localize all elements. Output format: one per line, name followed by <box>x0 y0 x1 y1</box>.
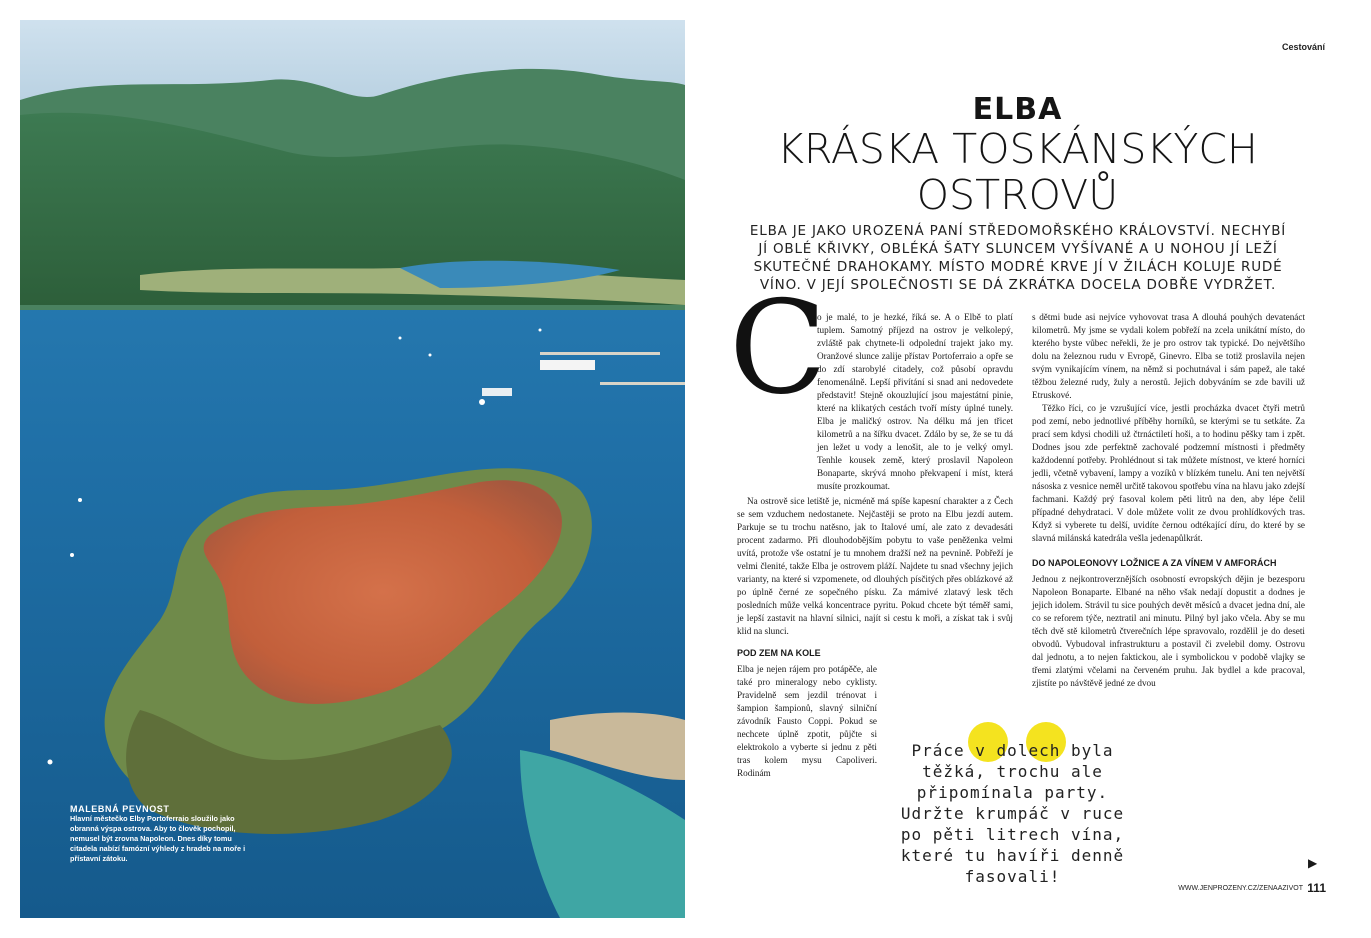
photo-caption <box>70 804 250 864</box>
footer-url: WWW.JENPROZENY.CZ/ZENAAZIVOT <box>1178 885 1303 892</box>
body-paragraph: s dětmi bude asi nejvíce vyhovovat trasa A dlouhá pouhých devatenáct kilometrů. My jsme se vydali kolem pobřeží na zcela unikátní místo, do kterého byste vůbec neřekli, že je pro ostrov tak typické. Do největšího dolu na železnou rudu v Evropě, Ginevro. Elba se totiž proslavila nejen svým vynikajícím vínem, na němž si pochutnával i sám papež, ale také těžbou železné rudy, žuly a nerostů. Jejich dobyváním se zde bavili už Etruskové. <box>1032 312 1305 400</box>
headline-line-2: OSTROVŮ <box>916 171 1119 219</box>
article-lead: ELBA JE JAKO UROZENÁ PANÍ STŘEDOMOŘSKÉHO KRÁLOVSTVÍ. NECHYBÍ JÍ OBLÉ KŘIVKY, OBLÉKÁ ŠATY SLUNCEM VYŠÍVANÉ A U NOHOU JÍ LEŽÍ SKUTEČNÉ DRAHOKAMY. MÍSTO MODRÉ KRVE JÍ V ŽILÁCH KOLUJE RUDÉ VÍNO. V JEJÍ SPOLEČNOSTI SE DÁ ZKRÁTKA DOCELA DOBŘE VYDRŽET. <box>749 223 1287 293</box>
drop-cap: C <box>729 274 827 423</box>
body-paragraph: Na ostrově sice letiště je, nicméně má spíše kapesní charakter a z Čech se sem vzduchem nedostanete. Nejčastěji se proto na Elbu jezdí autem. Parkuje se tu trochu natěsno, jak to Italové umí, ale zato z devadesáti procent zadarmo. Při dlouhodobějším pobytu to vaše peněženka velmi uvítá, protože vše ostatní je tu mnohem dražší než na pevnině. Pobřeží je velmi členité, takže Elba je ostrovem pláží. Najdete tu snad všechny jejich varianty, na které si vzpomenete, od dlouhých písčitých přes oblázkové až po úplně černé ze sopečného písku. Za mámivé zlatavý lesk těch posledních může velká koncentrace pyritu. Pokud chcete být téměř sami, je lepší zastavit na hlavní silnici, najít si cestu k moři, a získat tak i svůj klid na slunci. <box>737 496 1013 636</box>
caption-text: Hlavní městečko Elby Portoferraio sloužilo jako obranná výspa ostrova. Aby to člověk pochopil, nemusel být zrovna Napoleon. Dnes díky tomu citadela nabízí famózní výhledy z hradeb na moře i přístavní zátoku. <box>70 814 246 863</box>
article-headline <box>735 126 1300 218</box>
pull-quote: Práce v dolech byla těžká, trochu ale připomínala party. Udržte krumpáč v ruce po pěti litrech vína, které tu havíři denně fasovali! <box>900 741 1125 886</box>
body-paragraph: o je malé, to je hezké, říká se. A o Elbě to platí tuplem. Samotný příjezd na ostrov je velkolepý, zvláště pak chytnete-li odpolední trajekt jako my. Oranžové slunce zalije přístav Portoferraio a opře se do zdí starobylé citadely, což působí opravdu fenomenálně. Lepší přivítání si snad ani nedovedete představit! Stejně okouzlující jsou majestátní pinie, které na klikatých cestách tvoří místy úplné tunely. Elba je maličký ostrov. Na délku má jen třicet kilometrů a na šířku dvacet. Zdálo by se, že se tu dá jen ležet u vody a lenošit, ale to je velký omyl. Tenhle kousek země, který proslavil Napoleon Bonaparte, skrývá mnoho překvapení i míst, která musíte prozkoumat. <box>817 312 1013 491</box>
body-column-2 <box>1032 311 1305 688</box>
subheading: POD ZEM NA KOLE <box>737 648 821 658</box>
article-kicker: ELBA <box>972 92 1063 127</box>
body-column-1 <box>737 311 1013 780</box>
aerial-photo-portoferraio <box>20 20 685 918</box>
caption-title: MALEBNÁ PEVNOST <box>70 804 170 814</box>
body-paragraph: Elba je nejen rájem pro potápěče, ale také pro mineralogy nebo cyklisty. Pravidelně sem jezdil trénovat i šampion šampionů, slavný silniční závodník Fausto Coppi. Pokud se nechcete úplně zpotit, půjčte si elektrokolo a vyberte si jednu z pěti tras kolem mysu Capoliveri. Rodinám <box>737 664 877 778</box>
subheading: DO NAPOLEONOVY LOŽNICE A ZA VÍNEM V AMFORÁCH <box>1032 558 1277 568</box>
continue-arrow-icon: ▶ <box>1308 856 1318 870</box>
page-number: 111 <box>1307 881 1326 895</box>
section-label: Cestování <box>1281 42 1325 52</box>
photo-illustration <box>20 20 685 918</box>
body-paragraph: Těžko říci, co je vzrušující více, jestli procházka dvacet čtyři metrů pod zemí, nebo jednotlivé příběhy horníků, se kterými se tu setkáte. Za prací sem kdysi chodili už čtrnáctiletí hoši, a to hodinu pěšky tam i zpět. Dodnes jsou zde perfektně zachovalé podzemní místnosti i předměty každodenní potřeby. Prohlédnout si tak můžete místnost, ve které horníci jedli, včetně vybavení, lampy a vozíků v blízkém tunelu. Ani ten největší násoska z vesnice neměl určitě takovou spotřebu vína na hlavu jako zdejší fachmani. Každý prý fasoval kolem pěti litrů na den, aby lépe čelil případné dehydrataci. V dole můžete volit ze dvou prohlídkových tras. Když si vyberete tu delší, uvidíte černou odtékající díru, do které by se slavná milánská katedrála vešla jedenapůlkrát. <box>1032 403 1305 543</box>
body-paragraph: Jednou z nejkontroverznějších osobností evropských dějin je bezesporu Napoleon Bonaparte. Elbané na něho však nedají dopustit a dodnes je jejich idolem. Strávil tu sice pouhých devět měsíců a dvacet jedna dní, ale co se reforem týče, neztratil ani minutu. Pilný byl jako včela. Aby se mu těch dvě stě kilometrů čtverečních lépe spravovalo, rozdělil je do deseti obvodů. Vybudoval infrastrukturu a postavil či zvelebil domy. Ostrovu dal jednotu, a to nejen faktickou, ale i symbolickou v podobě vlajky se třemi zlatými včelami na červeném pruhu. Jak bydlel a kde pracoval, zjistíte po návštěvě jedné ze dvou <box>1032 574 1305 688</box>
headline-line-1: KRÁSKA TOSKÁNSKÝCH <box>777 125 1258 173</box>
